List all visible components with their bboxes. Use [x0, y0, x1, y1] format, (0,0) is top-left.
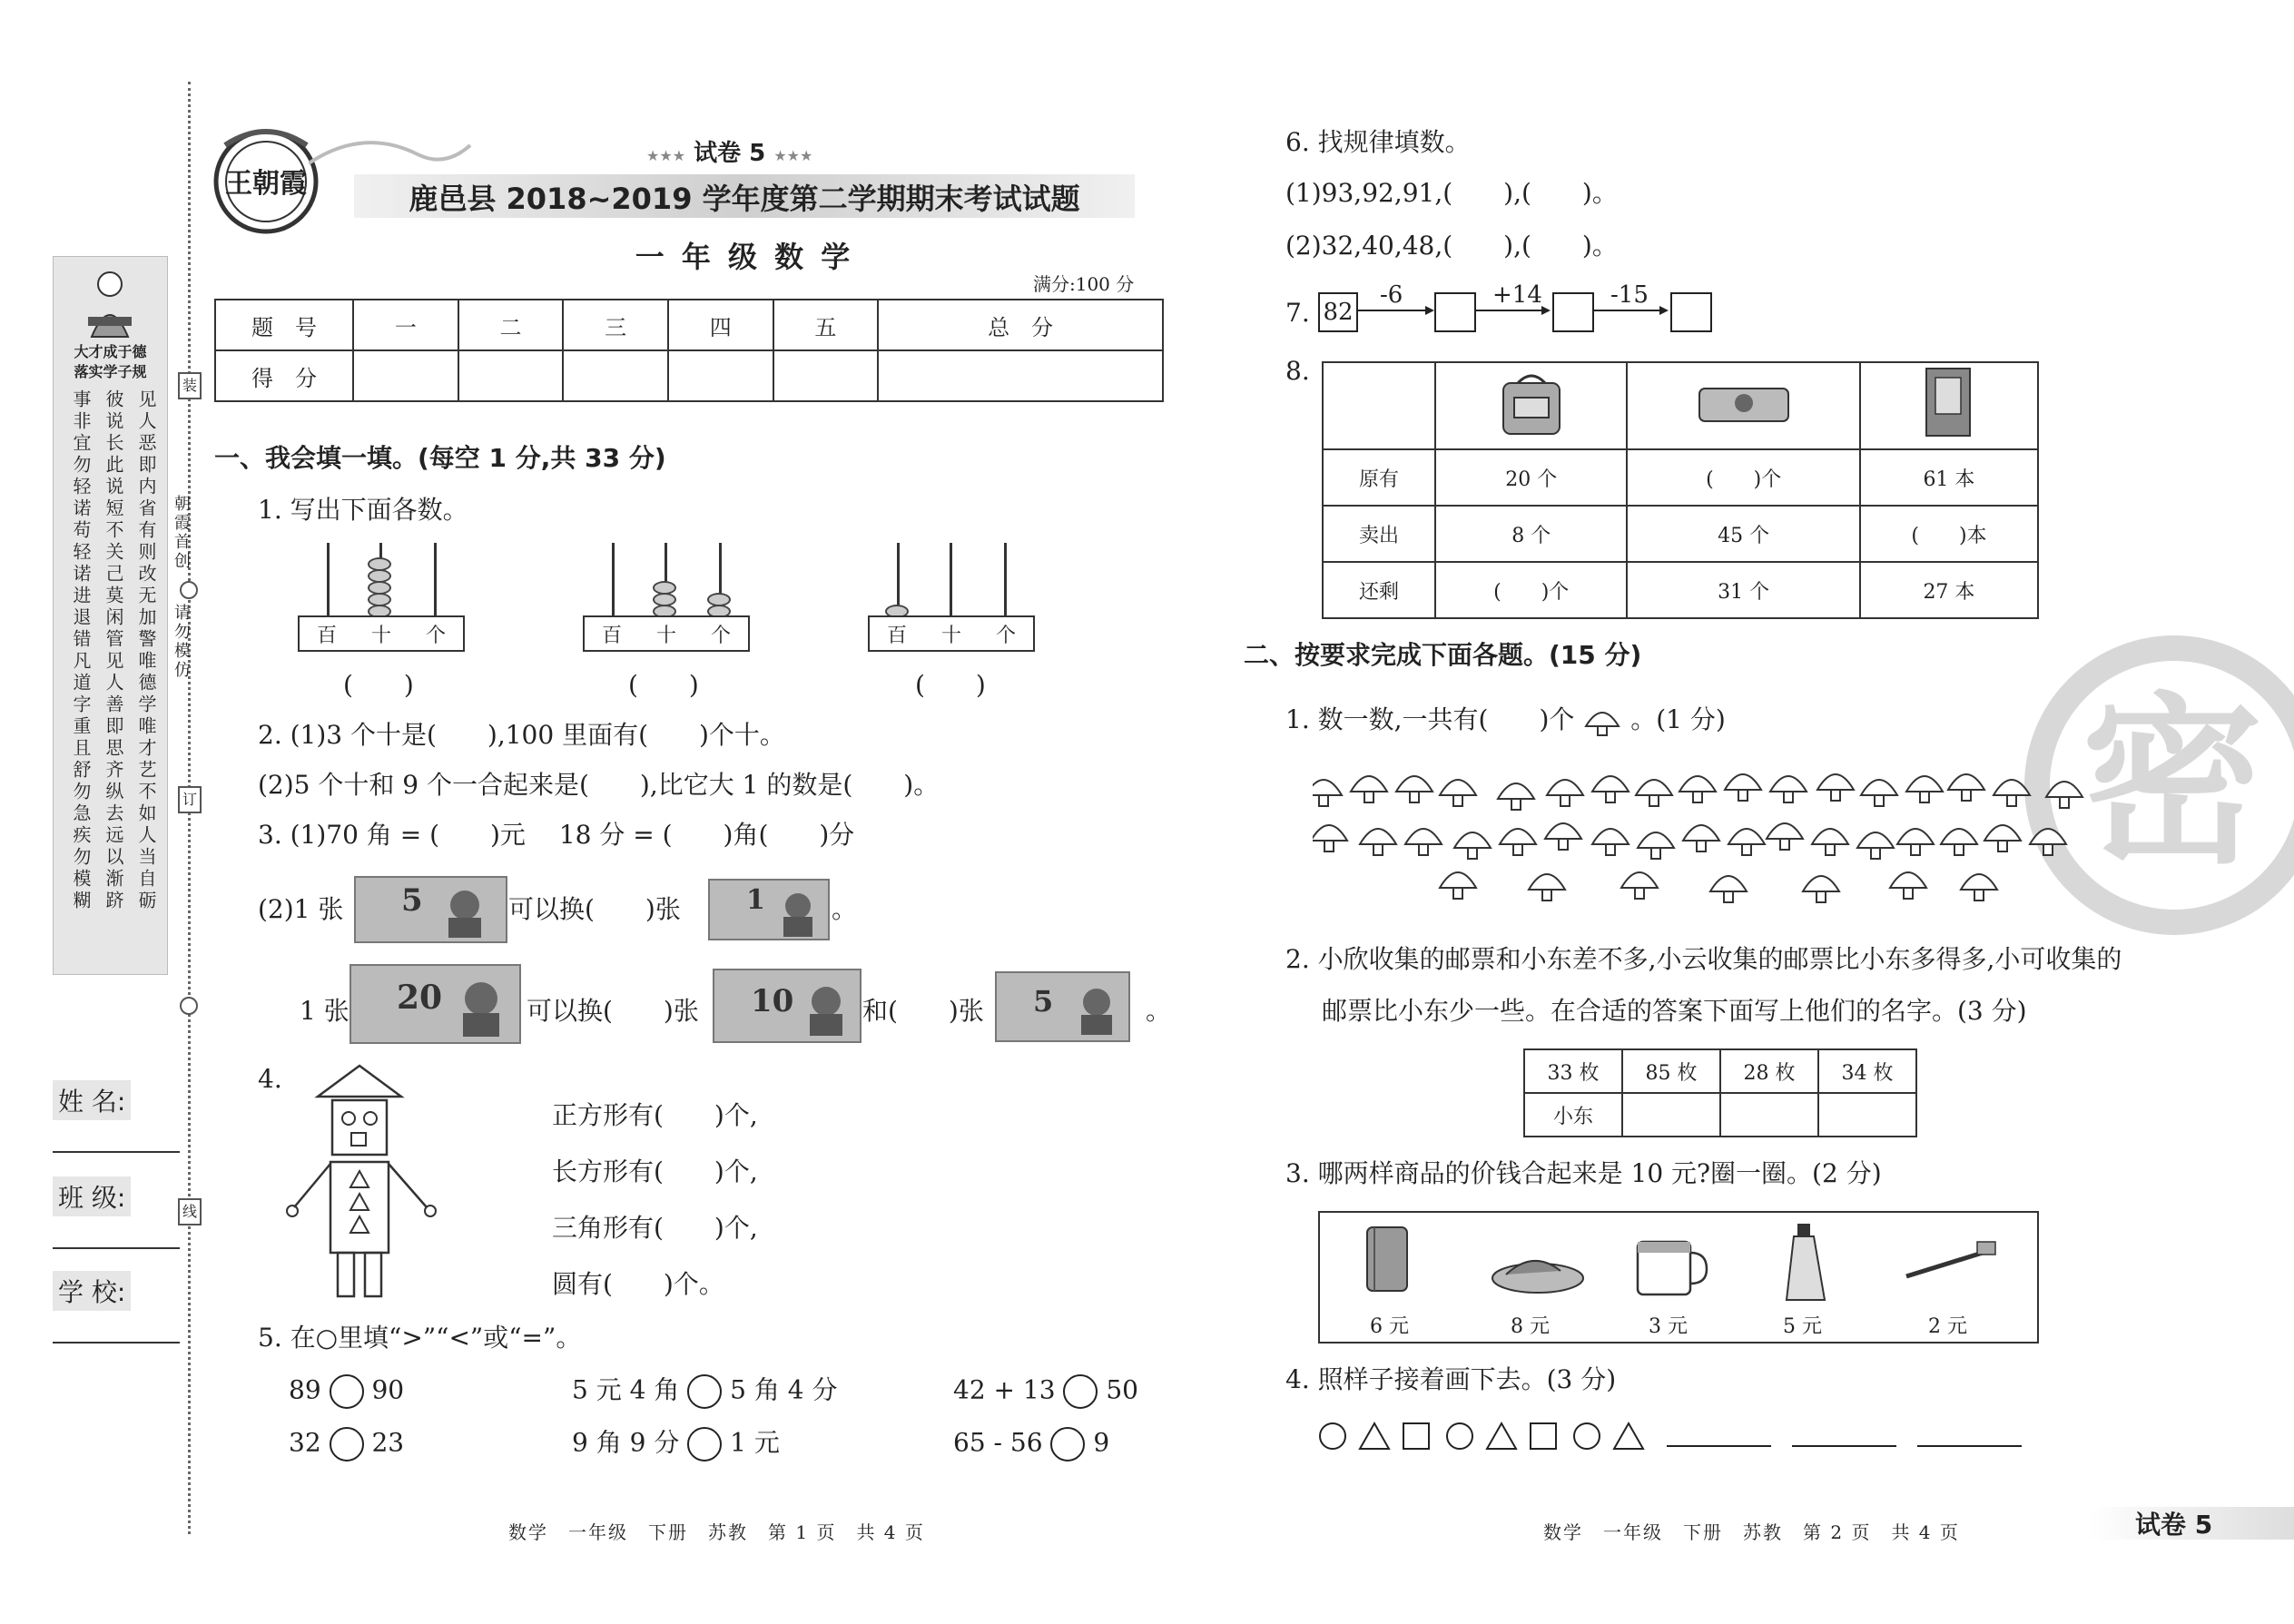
- compare-circle[interactable]: [330, 1427, 364, 1462]
- price-label: 5 元: [1783, 1315, 1822, 1338]
- brand-logo: [207, 118, 325, 236]
- item-pencil-case: [1627, 362, 1859, 449]
- price-label: 8 元: [1511, 1315, 1550, 1338]
- q7-op-2: +14: [1492, 281, 1542, 309]
- q8-number: 8.: [1285, 356, 1310, 386]
- class-field[interactable]: [53, 1247, 180, 1249]
- schoolbag-icon: [1491, 367, 1572, 439]
- mushroom-icon: [1857, 832, 1894, 859]
- abacus-answer-1[interactable]: ( ): [343, 670, 414, 700]
- abacus-label: 十: [655, 624, 676, 647]
- footer-tag: 试卷 5: [2135, 1510, 2213, 1540]
- banknote-value: 5: [401, 882, 423, 919]
- pattern-answer-blank-2[interactable]: [1792, 1445, 1896, 1447]
- banknote-5-yuan-2: [995, 971, 1130, 1042]
- compare-circle[interactable]: [687, 1374, 722, 1409]
- q3c-text-3: 和( )张: [862, 996, 984, 1026]
- q6-text: 6. 找规律填数。: [1285, 127, 1471, 157]
- mushroom-icon: [1636, 780, 1672, 806]
- q6a-text: (1)93,92,91,( ),( )。: [1285, 178, 1618, 208]
- mushroom-icon: [1984, 825, 2021, 851]
- mushroom-icon: [1812, 829, 1848, 855]
- table-row: [1524, 1049, 1916, 1093]
- table-cell: 61 本: [1860, 449, 2038, 506]
- pencil-case-icon: [1694, 376, 1794, 430]
- table-cell: 一: [353, 300, 458, 350]
- table-cell: 27 本: [1860, 562, 2038, 618]
- pattern-answer-blank-3[interactable]: [1917, 1445, 2022, 1447]
- score-table-row-score: [215, 350, 1163, 401]
- full-score: 满分:100 分: [1033, 273, 1135, 295]
- cup-icon[interactable]: [1630, 1233, 1712, 1302]
- s2q3-text: 3. 哪两样商品的价钱合起来是 10 元?圈一圈。(2 分): [1285, 1158, 1882, 1188]
- slipper-icon[interactable]: [1488, 1244, 1588, 1298]
- class-label: 班 级:: [53, 1176, 131, 1216]
- book-icon: [1917, 365, 1981, 441]
- svg-text:王朝霞: 王朝霞: [225, 168, 307, 200]
- table-cell: 20 个: [1435, 449, 1627, 506]
- paper-tag: ★★★ 试卷 5 ★★★: [646, 140, 813, 167]
- mushroom-group: [1313, 753, 2084, 926]
- mushroom-icon: [1994, 780, 2030, 806]
- mushroom-icon: [1440, 780, 1476, 806]
- score-table: [214, 299, 1164, 402]
- table-cell: 二: [458, 300, 564, 350]
- abacus-1: [298, 543, 461, 652]
- table-cell: 四: [668, 300, 773, 350]
- toothbrush-icon[interactable]: [1901, 1240, 2001, 1285]
- table-row: [1323, 362, 2038, 449]
- q2a-text: 2. (1)3 个十是( ),100 里面有( )个十。: [258, 720, 785, 750]
- score-table-row-header: [215, 300, 1163, 350]
- banknote-10-yuan: [713, 969, 861, 1043]
- q3a-text: 3. (1)70 角 = ( )元 18 分 = ( )角( )分: [258, 820, 855, 850]
- mushroom-icon: [1545, 823, 1581, 850]
- compare-item-4: 32 23: [289, 1427, 404, 1462]
- banknote-value: 20: [397, 979, 443, 1017]
- side-note-1: 朝霞首创: [172, 495, 191, 571]
- table-cell: 五: [773, 300, 879, 350]
- mushroom-icon: [1803, 876, 1839, 902]
- q3b-text-1: (2)1 张: [258, 894, 344, 924]
- q4-circle-count: 圆有( )个。: [552, 1269, 724, 1299]
- table-cell: 卖出: [1323, 506, 1435, 562]
- mushroom-icon: [1728, 829, 1765, 855]
- table-row: [1323, 449, 2038, 506]
- pattern-answer-blank-1[interactable]: [1667, 1445, 1771, 1447]
- compare-item-3: 42 + 13 50: [953, 1374, 1138, 1409]
- s2q2-line2: 邮票比小东少一些。在合适的答案下面写上他们的名字。(3 分): [1322, 996, 2027, 1026]
- table-cell: 原有: [1323, 449, 1435, 506]
- compare-item-5: 9 角 9 分 1 元: [572, 1427, 780, 1462]
- mushroom-icon: [1897, 829, 1934, 855]
- compare-circle[interactable]: [687, 1427, 722, 1462]
- table-cell[interactable]: ( )个: [1435, 562, 1627, 618]
- mushroom-icon: [1679, 776, 1716, 802]
- abacus-answer-3[interactable]: ( ): [915, 670, 986, 700]
- compare-item-1: 89 90: [289, 1374, 404, 1409]
- banknote-value: 10: [751, 983, 794, 1019]
- q7-start-box: 82: [1318, 292, 1358, 332]
- table-cell: 33 枚: [1524, 1049, 1622, 1093]
- compare-circle[interactable]: [1050, 1427, 1085, 1462]
- mushroom-icon: [1906, 776, 1943, 802]
- mushroom-icon: [1948, 774, 1984, 801]
- abacus-label: 个: [995, 624, 1016, 647]
- name-field[interactable]: [53, 1151, 180, 1153]
- toothpaste-icon[interactable]: [1779, 1220, 1834, 1307]
- exam-title: 鹿邑县 2018~2019 学年度第二学期期末考试试题: [409, 182, 1080, 216]
- towel-icon[interactable]: [1356, 1222, 1420, 1304]
- q6b-text: (2)32,40,48,( ),( )。: [1285, 231, 1618, 261]
- banknote-value: 5: [1033, 984, 1054, 1019]
- mushroom-icon: [1547, 780, 1583, 806]
- abacus-label: 十: [370, 624, 391, 647]
- section2-heading: 二、按要求完成下面各题。(15 分): [1244, 640, 1642, 670]
- table-row: [1323, 506, 2038, 562]
- q4-rectangle-count: 长方形有( )个,: [552, 1156, 758, 1186]
- abacus-label: 个: [425, 624, 446, 647]
- scholar-figure-icon: [83, 266, 137, 339]
- mushroom-icon: [1961, 874, 1997, 901]
- seal-mark-3: 线: [178, 1198, 202, 1225]
- table-cell: 三: [563, 300, 668, 350]
- table-cell: 31 个: [1627, 562, 1859, 618]
- mushroom-icon: [1498, 783, 1534, 810]
- mushroom-icon: [1861, 780, 1897, 806]
- score-cell[interactable]: [563, 350, 668, 401]
- table-cell: [1323, 362, 1435, 449]
- seal-mark-1: 装: [178, 372, 202, 399]
- abacus-label: 百: [886, 624, 907, 647]
- shape-robot-figure: [281, 1062, 454, 1300]
- mushroom-icon: [1529, 874, 1565, 901]
- mushroom-icon: [1890, 872, 1926, 899]
- item-schoolbag: [1435, 362, 1627, 449]
- table-row: [1524, 1093, 1916, 1137]
- section1-heading: 一、我会填一填。(每空 1 分,共 33 分): [214, 443, 666, 473]
- q3c-text-2: 可以换( )张: [527, 996, 699, 1026]
- compare-item-6: 65 - 56 9: [953, 1427, 1109, 1462]
- abacus-label: 百: [316, 624, 337, 647]
- item-book: [1860, 362, 2038, 449]
- table-cell: 小东: [1524, 1093, 1622, 1137]
- motto-panel: [53, 256, 168, 975]
- stamp-table: [1523, 1048, 1917, 1137]
- banknote-20-yuan: [350, 964, 521, 1044]
- q7-answer-box-1[interactable]: [1434, 292, 1476, 332]
- mushroom-icon: [1592, 829, 1629, 855]
- table-cell: 45 个: [1627, 506, 1859, 562]
- mushroom-icon: [1396, 776, 1433, 802]
- table-cell: 得 分: [215, 350, 353, 401]
- mushroom-icon: [1770, 776, 1807, 802]
- mushroom-icon: [1592, 776, 1629, 802]
- mushroom-icon: [1313, 825, 1347, 851]
- mushroom-icon: [2046, 782, 2082, 808]
- motto-header-2: 落实学子规: [74, 363, 147, 380]
- seal-mark-2: 订: [178, 786, 202, 813]
- abacus-2: [583, 543, 746, 652]
- school-label: 学 校:: [53, 1271, 131, 1311]
- mushroom-icon: [1313, 780, 1342, 806]
- margin-ring-2: [180, 997, 198, 1015]
- exam-subtitle: 一 年 级 数 学: [635, 240, 854, 274]
- mushroom-icon: [1405, 829, 1442, 855]
- margin-ring-1: [180, 581, 198, 599]
- banknote-5-yuan: [354, 876, 507, 943]
- table-cell[interactable]: ( )个: [1627, 449, 1859, 506]
- mushroom-icon: [1351, 776, 1387, 802]
- q3b-text-2: 可以换( )张: [508, 894, 681, 924]
- q2b-text: (2)5 个十和 9 个一合起来是( ),比它大 1 的数是( )。: [258, 770, 940, 800]
- table-cell[interactable]: ( )本: [1860, 506, 2038, 562]
- q7-answer-box-2[interactable]: [1552, 292, 1594, 332]
- abacus-3: [868, 543, 1031, 652]
- name-label: 姓 名:: [53, 1080, 131, 1120]
- table-cell: 题 号: [215, 300, 353, 350]
- school-field[interactable]: [53, 1342, 180, 1343]
- mushroom-icon: [1767, 823, 1803, 850]
- name-answer-cell[interactable]: [1720, 1093, 1818, 1137]
- q3c-text-4: 。: [1146, 996, 1172, 1026]
- mushroom-icon: [1817, 774, 1854, 801]
- q5-text: 5. 在○里填“>”“<”或“=”。: [258, 1323, 582, 1353]
- score-cell[interactable]: [353, 350, 458, 401]
- q7-number: 7.: [1285, 298, 1310, 328]
- mushroom-icon: [1725, 774, 1761, 801]
- abacus-label: 百: [601, 624, 622, 647]
- ribbon-decoration: [309, 127, 472, 182]
- q4-triangle-count: 三角形有( )个,: [552, 1213, 758, 1243]
- q7-answer-box-3[interactable]: [1670, 292, 1712, 332]
- shape-pattern: [1316, 1416, 1679, 1456]
- side-note-2: 请勿模仿: [172, 604, 191, 680]
- price-label: 6 元: [1370, 1315, 1409, 1338]
- abacus-label: 十: [940, 624, 961, 647]
- motto-header-1: 大才成于德: [74, 343, 147, 360]
- score-cell[interactable]: [668, 350, 773, 401]
- q7-op-3: -15: [1610, 281, 1649, 309]
- mushroom-icon: [1500, 829, 1536, 855]
- price-label: 3 元: [1649, 1315, 1688, 1338]
- banknote-1-yuan: [708, 879, 830, 940]
- name-answer-cell[interactable]: [1622, 1093, 1720, 1137]
- motto-col-1: 见人恶即内省有则改无加警唯德学唯才艺不如人当自砺: [135, 389, 157, 912]
- s2q4-text: 4. 照样子接着画下去。(3 分): [1285, 1364, 1617, 1394]
- banknote-value: 1: [746, 884, 765, 916]
- mushroom-icon: [1454, 832, 1491, 859]
- s2q1-text: 1. 数一数,一共有( )个 。(1 分): [1285, 704, 1726, 737]
- q4-square-count: 正方形有( )个,: [552, 1100, 758, 1130]
- mushroom-icon: [1941, 829, 1977, 855]
- mushroom-icon: [1621, 872, 1658, 899]
- score-cell[interactable]: [458, 350, 564, 401]
- mushroom-icon: [1440, 872, 1476, 899]
- table-cell: 85 枚: [1622, 1049, 1720, 1093]
- table-cell: 34 枚: [1818, 1049, 1916, 1093]
- q3b-text-3: 。: [832, 894, 858, 924]
- price-label: 2 元: [1928, 1315, 1967, 1338]
- mushroom-icon: [1710, 876, 1747, 902]
- goods-box: [1318, 1211, 2039, 1343]
- footer-left: 数学 一年级 下册 苏教 第 1 页 共 4 页: [508, 1521, 925, 1543]
- score-cell[interactable]: [773, 350, 879, 401]
- motto-col-2: 彼说长此说短不关己莫闲管见人善即思齐纵去远以渐跻: [103, 389, 124, 912]
- table-cell: 28 枚: [1720, 1049, 1818, 1093]
- confidential-seal-text: 密: [2081, 677, 2263, 889]
- mushroom-icon: [1360, 829, 1396, 855]
- q7-op-1: -6: [1380, 281, 1403, 309]
- s2q2-line1: 2. 小欣收集的邮票和小东差不多,小云收集的邮票比小东多得多,小可收集的: [1285, 944, 2122, 974]
- mushroom-icon: [1683, 825, 1719, 851]
- q3c-text-1: 1 张: [300, 996, 350, 1026]
- abacus-label: 个: [710, 624, 731, 647]
- footer-right: 数学 一年级 下册 苏教 第 2 页 共 4 页: [1543, 1521, 1960, 1543]
- table-cell: 8 个: [1435, 506, 1627, 562]
- table-cell: 总 分: [878, 300, 1163, 350]
- motto-col-3: 事非宜勿轻诺苟轻诺进退错凡道字重且舒勿急疾勿模糊: [70, 389, 92, 912]
- table-row: [1323, 562, 2038, 618]
- mushroom-icon: [1582, 706, 1622, 737]
- name-answer-cell[interactable]: [1818, 1093, 1916, 1137]
- compare-circle[interactable]: [1063, 1374, 1098, 1409]
- abacus-answer-2[interactable]: ( ): [628, 670, 699, 700]
- q1-text: 1. 写出下面各数。: [258, 495, 468, 525]
- q8-table: [1322, 361, 2039, 619]
- mushroom-icon: [1638, 832, 1674, 859]
- mushroom-icon: [2030, 829, 2066, 855]
- q4-number: 4.: [258, 1064, 282, 1094]
- score-cell[interactable]: [878, 350, 1163, 401]
- table-cell: 还剩: [1323, 562, 1435, 618]
- compare-circle[interactable]: [330, 1374, 364, 1409]
- compare-item-2: 5 元 4 角 5 角 4 分: [572, 1374, 838, 1409]
